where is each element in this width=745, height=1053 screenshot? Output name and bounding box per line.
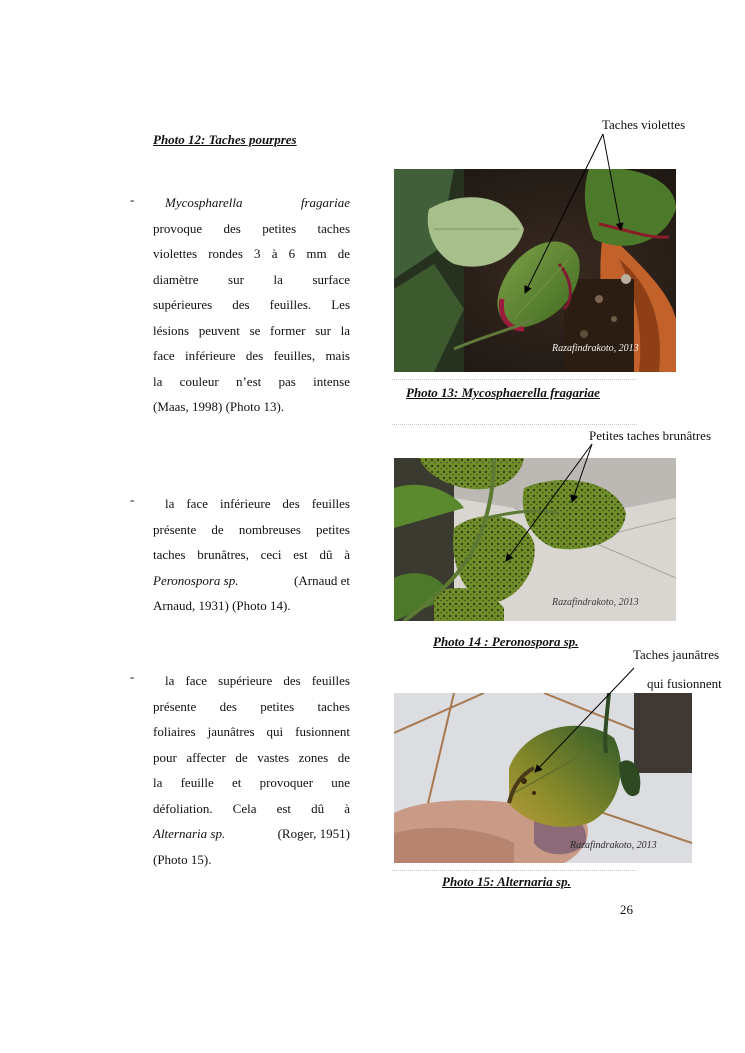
para-line: la feuille et provoquer une [153,775,350,790]
photo-15-annotation-line1: Taches jaunâtres [633,647,720,662]
species-name: Alternaria sp. [153,826,226,841]
para-line: présente de nombreuses petites [153,521,350,537]
bullet-dash: - [130,192,135,207]
species-name: Peronospora sp. [153,572,239,588]
bullet-dash: - [130,492,135,507]
para-line: foliaires jaunâtres qui fusionnent [153,724,350,739]
para-line: violettes rondes 3 à 6 mm de [153,246,350,261]
arrow-photo-13-left [525,134,603,293]
arrow-photo-15 [535,668,634,772]
photo-15-annotation-line2: qui fusionnent [647,676,722,691]
para-line: face inférieure des feuilles, mais [153,348,350,363]
bullet-dash: - [130,669,135,684]
citation: (Roger, 1951) [277,826,350,841]
arrow-photo-13-right [603,134,621,230]
para-line: supérieures des feuilles. Les [153,297,350,312]
para-line: taches brunâtres, ceci est dû à [153,547,350,562]
photo-14-caption: Photo 14 : Peronospora sp. [433,634,579,649]
photo-15-credit: Razafindrakoto, 2013 [570,840,657,851]
page-number: 26 [620,902,633,917]
para-line: provoque des petites taches [153,220,350,236]
photo-14-credit: Razafindrakoto, 2013 [552,597,639,608]
para-line: (Photo 15). [153,851,212,867]
para-line: défoliation. Cela est dû à [153,800,350,816]
photo-12-caption: Photo 12: Taches pourpres [153,132,297,147]
para-line: la face supérieure des feuilles [165,673,350,688]
para-line: la face inférieure des feuilles [165,496,350,511]
para-line: (Maas, 1998) (Photo 13). [153,399,285,414]
species-epithet: fragariae [300,195,350,210]
para-line: la couleur n’est pas intense [153,373,350,389]
para-line: lésions peuvent se former sur la [153,322,350,338]
photo-13-annotation: Taches violettes [602,117,686,132]
para-line: pour affecter de vastes zones de [153,749,350,765]
para-line: diamètre sur la surface [153,271,350,287]
para-line: Arnaud, 1931) (Photo 14). [153,598,291,613]
photo-13-credit: Razafindrakoto, 2013 [552,343,639,354]
species-genus: Mycospharella [165,195,243,210]
citation: (Arnaud et [294,572,350,588]
arrow-photo-14-right [572,444,592,502]
photo-13-caption: Photo 13: Mycosphaerella fragariae [406,385,600,400]
photo-15-caption: Photo 15: Alternaria sp. [442,874,571,889]
para-line: présente des petites taches [153,698,350,714]
photo-14-annotation: Petites taches brunâtres [589,428,712,443]
arrow-photo-14-left [506,444,592,561]
